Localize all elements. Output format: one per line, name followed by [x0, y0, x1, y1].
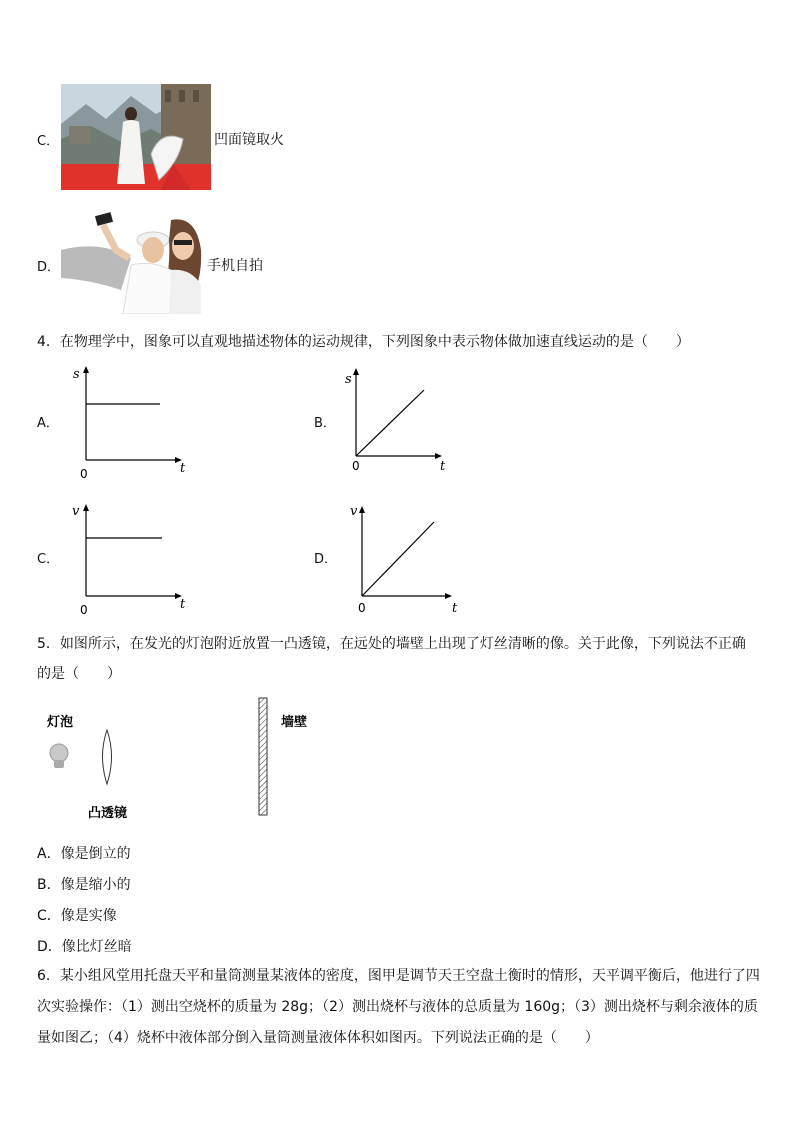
graph-d	[340, 500, 470, 620]
wall-label: 墙壁	[281, 715, 308, 730]
graph-b	[340, 366, 460, 476]
graph-c-x-label: t	[180, 597, 186, 612]
concave-mirror-photo	[61, 84, 211, 190]
q4-option-b-letter: B．	[314, 416, 336, 431]
q3-option-c-letter: C．	[37, 134, 60, 149]
graph-d-origin: 0	[358, 601, 366, 615]
q3-option-d-letter: D．	[37, 260, 61, 275]
graph-d-x-label: t	[452, 601, 458, 616]
graph-a-y-label: s	[73, 367, 80, 382]
q5-option-a: A．像是倒立的	[37, 846, 131, 862]
graph-c-y-label: v	[72, 504, 80, 519]
wall	[259, 698, 267, 815]
graph-a-origin: 0	[80, 467, 88, 481]
q5-option-b: B．像是缩小的	[37, 877, 131, 893]
q3-option-c-text: 凹面镜取火	[214, 132, 284, 148]
q4-option-c-letter: C．	[37, 552, 60, 567]
bulb-label: 灯泡	[47, 715, 74, 730]
graph-b-x-label: t	[440, 459, 446, 474]
graph-c-origin: 0	[80, 603, 88, 617]
bulb-icon	[50, 744, 68, 768]
q6-line1: 6．某小组风堂用托盘天平和量筒测量某液体的密度，图甲是调节天王空盘土衡时的情形，天平调平衡后，他进行了四	[37, 968, 760, 984]
lens-label: 凸透镜	[88, 806, 128, 821]
selfie-photo	[61, 210, 206, 314]
graph-b-origin: 0	[352, 459, 360, 473]
convex-lens	[103, 730, 112, 784]
q6-line3: 量如图乙；（4）烧杯中液体部分倒入量筒测量液体体积如图丙。下列说法正确的是（ ）	[37, 1030, 599, 1046]
q5-stem-line1: 5．如图所示，在发光的灯泡附近放置一凸透镜，在远处的墙壁上出现了灯丝清晰的像。关于此像，下列说法不正确	[37, 636, 746, 652]
graph-b-y-label: s	[345, 372, 352, 387]
q4-option-a-letter: A．	[37, 416, 59, 431]
q5-option-d: D．像比灯丝暗	[37, 939, 132, 955]
q5-stem-line2: 的是（ ）	[37, 666, 121, 682]
q3-option-d-text: 手机自拍	[207, 258, 263, 274]
graph-d-y-label: v	[350, 504, 358, 519]
q6-line2: 次实验操作：（1）测出空烧杯的质量为 28g；（2）测出烧杯与液体的总质量为 160g；（3）测出烧杯与剩余液体的质	[37, 999, 758, 1015]
lens-diagram	[40, 696, 340, 826]
q4-stem: 4．在物理学中，图象可以直观地描述物体的运动规律，下列图象中表示物体做加速直线运动的是（ ）	[37, 334, 690, 350]
graph-a	[70, 364, 200, 484]
graph-a-x-label: t	[180, 461, 186, 476]
q5-option-c: C．像是实像	[37, 908, 117, 924]
graph-c	[70, 500, 200, 620]
q4-option-d-letter: D．	[314, 552, 338, 567]
